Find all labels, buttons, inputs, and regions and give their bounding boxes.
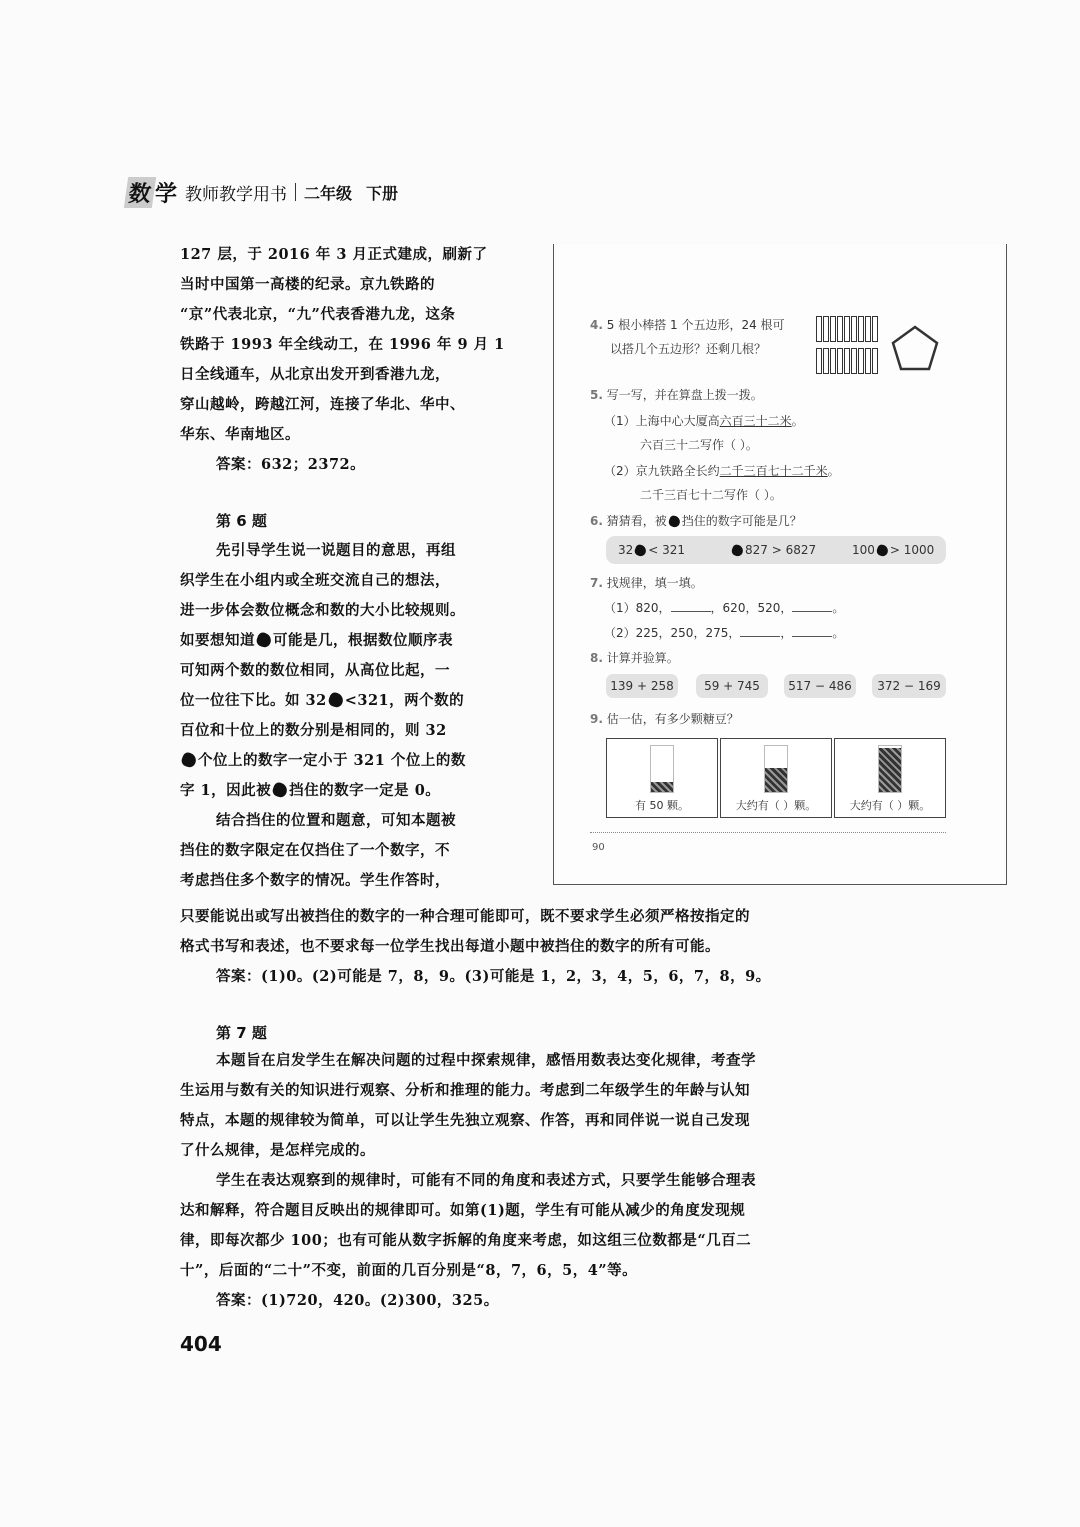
ink-blot-icon	[667, 514, 681, 528]
stick	[816, 316, 822, 342]
stick	[837, 316, 843, 342]
text-span: ，	[780, 626, 793, 640]
subject-char-1: 数	[124, 177, 156, 208]
jar-label: 大约有（ ）颗。	[735, 799, 817, 812]
text-line: 织学生在小组内或全班交流自己的想法，	[180, 572, 450, 589]
text-line: 特点，本题的规律较为简单，可以让学生先独立观察、作答，再和同伴说一说自己发现	[180, 1112, 750, 1129]
tb-q8-chip: 59 + 745	[696, 674, 768, 698]
ink-blot-icon	[255, 631, 273, 649]
text-span: 挡住的数字可能是几？	[681, 514, 802, 528]
text-span: 二千三百七十二千米	[719, 464, 828, 478]
divider	[590, 832, 946, 833]
tb-q6-item-2	[730, 543, 816, 557]
text-span: 猜猜看，被	[606, 514, 667, 528]
ink-blot-icon	[180, 751, 198, 769]
text-line: 铁路于 1993 年全线动工，在 1996 年 9 月 1	[180, 336, 505, 353]
text-line: 华东、华南地区。	[180, 426, 300, 443]
text-line: 先引导学生说一说题目的意思，再组	[216, 542, 456, 559]
jar-label: 大约有（ ）颗。	[849, 799, 931, 812]
ink-blot-icon	[271, 781, 289, 799]
ink-blot-icon	[327, 691, 345, 709]
tb-q5-1-fill: 六百三十二写作（ ）。	[640, 438, 758, 452]
text-span: > 1000	[889, 543, 935, 557]
text-span: 位一位往下比。如 32	[180, 692, 327, 709]
stick	[858, 316, 864, 342]
stick	[872, 348, 878, 374]
text-span: 。	[832, 601, 845, 615]
text-span: 可能是几，根据数位顺序表	[273, 632, 453, 649]
tb-q5-2-fill: 二千三百七十二写作（ ）。	[640, 488, 782, 502]
stick	[851, 316, 857, 342]
text-line: 只要能说出或写出被挡住的数字的一种合理可能即可，既不要求学生必须严格按指定的	[180, 908, 750, 925]
tb-q8-chip: 517 − 486	[784, 674, 856, 698]
text-line	[180, 686, 524, 716]
tb-q9-title	[590, 710, 739, 727]
text-line: 生运用与数有关的知识进行观察、分析和推理的能力。考虑到二年级学生的年龄与认知	[180, 1082, 750, 1099]
stick	[844, 316, 850, 342]
text-line: 日全线通车，从北京出发开到香港九龙，	[180, 366, 450, 383]
jar-panel	[720, 738, 832, 818]
text-span: <321，两个数的	[344, 692, 465, 709]
stick	[830, 316, 836, 342]
tb-q6-item-3	[852, 543, 934, 557]
tb-q7-2	[604, 624, 844, 641]
stick	[851, 348, 857, 374]
text-line: 达和解释，符合题目反映出的规律即可。如第(1)题，学生有可能从减少的角度发现规	[180, 1202, 746, 1219]
tb-q8-chip: 139 + 258	[606, 674, 678, 698]
textbook-page-figure	[553, 244, 1007, 885]
text-span: 写一写，并在算盘上拨一拨。	[606, 388, 763, 402]
tb-q6-item-1	[618, 543, 685, 557]
jar-panel	[606, 738, 718, 818]
jar-icon	[878, 745, 902, 793]
text-line: 127 层，于 2016 年 3 月正式建成，刷新了	[180, 246, 488, 263]
stick	[816, 348, 822, 374]
jar-icon	[650, 745, 674, 793]
subject-char-2: 学	[155, 181, 178, 207]
tb-q9-number: 9.	[590, 712, 603, 726]
answer-q5: 答案：632；2372。	[216, 456, 366, 473]
text-line: “京”代表北京，“九”代表香港九龙，这条	[180, 306, 456, 323]
text-line: 了什么规律，是怎样完成的。	[180, 1142, 375, 1159]
tb-q7-title	[590, 574, 703, 591]
text-line: 穿山越岭，跨越江河，连接了华北、华中、	[180, 396, 465, 413]
text-span: 。	[791, 414, 804, 428]
stick	[872, 316, 878, 342]
stick	[823, 316, 829, 342]
q6-title: 第 6 题	[216, 512, 267, 530]
text-span: 字 1，因此被	[180, 782, 272, 799]
text-span: 挡住的数字一定是 0。	[289, 782, 441, 799]
q7-paragraph-1	[180, 1046, 885, 1316]
running-header	[126, 176, 398, 208]
tb-q5-number: 5.	[590, 388, 603, 402]
text-line: 当时中国第一高楼的纪录。京九铁路的	[180, 276, 435, 293]
page-number: 404	[180, 1332, 222, 1356]
stick	[823, 348, 829, 374]
text-line: 挡住的数字限定在仅挡住了一个数字，不	[180, 842, 450, 859]
text-line: 本题旨在启发学生在解决问题的过程中探索规律，感悟用数表达变化规律，考查学	[216, 1052, 756, 1069]
stick	[837, 348, 843, 374]
tb-q7-1	[604, 599, 844, 616]
text-line: 百位和十位上的数分别是相同的，则 32	[180, 722, 447, 739]
jar-icon	[764, 745, 788, 793]
text-span: 六百三十二米	[719, 414, 792, 428]
q6-paragraph-2	[180, 902, 885, 992]
tb-q5-title	[590, 386, 763, 403]
text-line: 可知两个数的数位相同，从高位比起，一	[180, 662, 450, 679]
text-line: 格式书写和表述，也不要求每一位学生找出每道小题中被挡住的数字的所有可能。	[180, 938, 720, 955]
intro-paragraph	[180, 240, 524, 450]
blank-line	[671, 599, 711, 612]
tb-q6-title	[590, 512, 802, 529]
text-span: （2）京九铁路全长约	[604, 464, 720, 478]
text-span: 100	[852, 543, 875, 557]
stick	[830, 348, 836, 374]
blank-line	[792, 624, 832, 637]
volume-label: 下册	[366, 183, 399, 203]
text-span: 找规律，填一填。	[606, 576, 703, 590]
subject-logo	[126, 177, 177, 208]
text-line: 考虑挡住多个数字的情况。学生作答时，	[180, 872, 450, 889]
tb-q4-line-2: 以搭几个五边形？还剩几根？	[610, 342, 767, 356]
header-divider	[295, 183, 296, 201]
text-line	[180, 776, 524, 806]
grade-label: 二年级	[304, 183, 353, 203]
text-span: 如要想知道	[180, 632, 255, 649]
stick	[865, 348, 871, 374]
text-line: 律，即每次都少 100；也有可能从数字拆解的角度来考虑，如这组三位数都是“几百二	[180, 1232, 752, 1249]
text-span: 计算并验算。	[606, 651, 679, 665]
tb-q5-1	[604, 412, 804, 429]
ink-blot-icon	[634, 543, 648, 557]
text-span: 。	[827, 464, 840, 478]
stick	[858, 348, 864, 374]
book-title: 教师教学用书	[185, 184, 288, 205]
textbook-page-number: 90	[592, 842, 605, 853]
ink-blot-icon	[730, 543, 744, 557]
tb-q5-2	[604, 462, 840, 479]
text-line: 学生在表达观察到的规律时，可能有不同的角度和表述方式，只要学生能够合理表	[216, 1172, 756, 1189]
text-span: 32	[618, 543, 634, 557]
text-line: 进一步体会数位概念和数的大小比较规则。	[180, 602, 465, 619]
text-span: 5 根小棒搭 1 个五边形，24 根可	[606, 318, 785, 332]
candy-fill	[651, 782, 673, 792]
tb-q8-number: 8.	[590, 651, 603, 665]
text-span: 个位上的数字一定小于 321 个位上的数	[198, 752, 466, 769]
blank-line	[792, 599, 832, 612]
text-span: 估一估，有多少颗糖豆？	[606, 712, 739, 726]
tb-q4-number: 4.	[590, 318, 603, 332]
q6-paragraph-1	[180, 536, 524, 896]
text-span: （2）225，250，275，	[604, 626, 741, 640]
text-span: < 321	[648, 543, 686, 557]
answer-q6: 答案：(1)0。(2)可能是 7，8，9。(3)可能是 1，2，3，4，5，6，7，8，9。	[216, 968, 771, 985]
text-span: 。	[832, 626, 845, 640]
tb-q8-chip: 372 − 169	[872, 674, 946, 698]
text-line: 结合挡住的位置和题意，可知本题被	[216, 812, 456, 829]
jar-panel	[834, 738, 946, 818]
jar-label: 有 50 颗。	[635, 799, 689, 812]
text-span: ，620，520，	[710, 601, 793, 615]
text-span: （1）上海中心大厦高	[604, 414, 720, 428]
candy-fill	[879, 748, 901, 792]
answer-q7: 答案：(1)720，420。(2)300，325。	[216, 1292, 499, 1309]
tb-q6-number: 6.	[590, 514, 603, 528]
q7-title: 第 7 题	[216, 1024, 267, 1042]
tb-q8-title	[590, 649, 679, 666]
blank-line	[740, 624, 780, 637]
tb-q4-line-1	[590, 316, 785, 333]
tb-q7-number: 7.	[590, 576, 603, 590]
ink-blot-icon	[875, 543, 889, 557]
text-line	[180, 746, 524, 776]
text-line	[180, 626, 524, 656]
sticks-illustration	[816, 316, 882, 378]
stick	[844, 348, 850, 374]
text-span: （1）820，	[604, 601, 671, 615]
text-line: 十”，后面的“二十”不变，前面的几百分别是“8，7，6，5，4”等。	[180, 1262, 638, 1279]
pentagon-icon	[890, 324, 940, 372]
candy-fill	[765, 768, 787, 792]
text-span: 827 > 6827	[745, 543, 817, 557]
stick	[865, 316, 871, 342]
